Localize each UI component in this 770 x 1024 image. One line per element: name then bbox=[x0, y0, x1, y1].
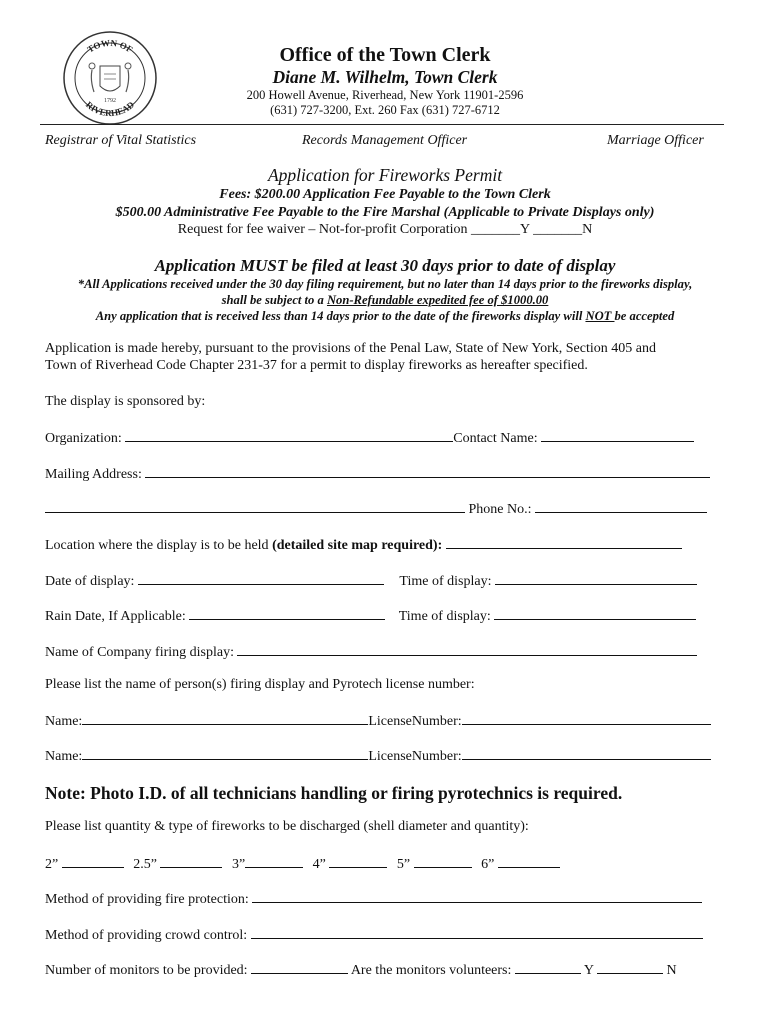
yes-label: Y bbox=[583, 963, 594, 978]
company-row bbox=[45, 643, 697, 661]
name-label: Name: bbox=[45, 749, 83, 764]
mailing-address-line-2-field[interactable] bbox=[45, 500, 465, 513]
svg-text:TOWN OF: TOWN OF bbox=[85, 37, 135, 55]
fire-protection-label: Method of providing fire protection: bbox=[45, 892, 249, 907]
phone-field[interactable] bbox=[535, 500, 707, 513]
volunteers-no-field[interactable] bbox=[597, 961, 663, 974]
company-field[interactable] bbox=[237, 643, 697, 656]
shell-quantity-field[interactable] bbox=[329, 855, 387, 868]
mailing-address-label: Mailing Address: bbox=[45, 467, 142, 482]
organization-row bbox=[45, 429, 694, 447]
monitors-label: Number of monitors to be provided: bbox=[45, 963, 248, 978]
late-filing-notice-2 bbox=[0, 293, 770, 308]
rain-date-field[interactable] bbox=[189, 607, 385, 620]
office-title: Office of the Town Clerk bbox=[279, 44, 491, 66]
crowd-control-row bbox=[45, 926, 703, 944]
technician-row-2 bbox=[45, 747, 711, 765]
fire-protection-row bbox=[45, 890, 702, 908]
shell-size-label: 6” bbox=[481, 857, 495, 872]
clerk-name: Diane M. Wilhelm, Town Clerk bbox=[272, 67, 498, 87]
shell-quantity-field[interactable] bbox=[245, 855, 303, 868]
organization-field[interactable] bbox=[125, 429, 453, 442]
company-label: Name of Company firing display: bbox=[45, 645, 234, 660]
shell-quantity-field[interactable] bbox=[498, 855, 560, 868]
no-label: N bbox=[666, 963, 677, 978]
technician-name-field[interactable] bbox=[82, 712, 368, 725]
photo-id-note: Note: Photo I.D. of all technicians handling or firing pyrotechnics is required. bbox=[45, 783, 623, 803]
location-row bbox=[45, 536, 682, 554]
phone-row bbox=[45, 500, 707, 518]
contact-name-field[interactable] bbox=[541, 429, 694, 442]
fees-line-2: $500.00 Administrative Fee Payable to the Fire Marshal (Applicable to Private Displays only) bbox=[115, 205, 655, 220]
phone-label: Phone No.: bbox=[468, 502, 532, 517]
clerk-address: 200 Howell Avenue, Riverhead, New York 11901-2596 bbox=[246, 88, 524, 102]
monitors-row bbox=[45, 961, 677, 979]
fee-waiver-line: Request for fee waiver – Not-for-profit Corporation _______Y _______N bbox=[177, 222, 593, 237]
shell-sizes-row bbox=[45, 855, 560, 873]
license-label: LicenseNumber: bbox=[368, 749, 462, 764]
contact-name-label: Contact Name: bbox=[453, 431, 538, 446]
role-registrar: Registrar of Vital Statistics bbox=[45, 133, 197, 148]
late-filing-notice-1: *All Applications received under the 30 day filing requirement, but no later than 14 days prior to the fireworks display, bbox=[77, 277, 693, 291]
shell-quantity-field[interactable] bbox=[62, 855, 124, 868]
location-field[interactable] bbox=[446, 536, 682, 549]
crowd-control-label: Method of providing crowd control: bbox=[45, 928, 248, 943]
filing-deadline-heading: Application MUST be filed at least 30 days prior to date of display bbox=[154, 256, 616, 275]
persons-prompt: Please list the name of person(s) firing display and Pyrotech license number: bbox=[45, 677, 475, 692]
notice-text: Any application that is received less than 14 days prior to the date of the fireworks display will bbox=[95, 309, 586, 323]
license-number-field[interactable] bbox=[462, 747, 711, 760]
rain-date-row bbox=[45, 607, 696, 625]
svg-text:RIVERHEAD: RIVERHEAD bbox=[83, 99, 137, 119]
clerk-phone: (631) 727-3200, Ext. 260 Fax (631) 727-6712 bbox=[270, 103, 500, 117]
svg-text:1792: 1792 bbox=[104, 98, 116, 104]
shell-size-label: 3” bbox=[231, 857, 246, 872]
rain-time-field[interactable] bbox=[494, 607, 696, 620]
rain-date-label: Rain Date, If Applicable: bbox=[45, 609, 186, 624]
license-label: LicenseNumber: bbox=[368, 714, 462, 729]
sponsored-by-label: The display is sponsored by: bbox=[45, 394, 206, 409]
mailing-address-row bbox=[45, 465, 710, 483]
organization-label: Organization: bbox=[45, 431, 122, 446]
time-of-display-label: Time of display: bbox=[399, 574, 492, 589]
fees-line-1: Fees: $200.00 Application Fee Payable to the Town Clerk bbox=[219, 187, 551, 202]
not-emphasis: NOT bbox=[585, 309, 615, 323]
shell-size-label: 2” bbox=[45, 857, 59, 872]
name-label: Name: bbox=[45, 714, 83, 729]
technician-row-1 bbox=[45, 712, 711, 730]
date-row bbox=[45, 572, 697, 590]
shell-size-label: 2.5” bbox=[133, 857, 157, 872]
late-filing-notice-3 bbox=[0, 309, 770, 324]
date-of-display-label: Date of display: bbox=[45, 574, 135, 589]
expedited-fee-text: Non-Refundable expedited fee of $1000.00 bbox=[326, 293, 549, 307]
intro-paragraph-line-1: Application is made hereby, pursuant to the provisions of the Penal Law, State of New York, Section 405 and bbox=[45, 341, 656, 356]
role-marriage: Marriage Officer bbox=[607, 133, 704, 148]
technician-name-field[interactable] bbox=[82, 747, 368, 760]
notice-text: shall be subject to a bbox=[221, 293, 327, 307]
rain-time-label: Time of display: bbox=[398, 609, 491, 624]
crowd-control-field[interactable] bbox=[251, 926, 703, 939]
fireworks-prompt: Please list quantity & type of fireworks to be discharged (shell diameter and quantity): bbox=[45, 819, 529, 834]
volunteers-label: Are the monitors volunteers: bbox=[350, 963, 512, 978]
site-map-required-label: (detailed site map required): bbox=[272, 538, 443, 553]
mailing-address-field[interactable] bbox=[145, 465, 710, 478]
notice-text: be accepted bbox=[614, 309, 675, 323]
header-divider bbox=[40, 124, 724, 125]
form-title: Application for Fireworks Permit bbox=[267, 165, 503, 185]
monitors-count-field[interactable] bbox=[251, 961, 348, 974]
shell-size-label: 4” bbox=[312, 857, 326, 872]
volunteers-yes-field[interactable] bbox=[515, 961, 581, 974]
location-label: Location where the display is to be held bbox=[45, 538, 273, 553]
role-records: Records Management Officer bbox=[302, 133, 468, 148]
shell-size-label: 5” bbox=[396, 857, 411, 872]
shell-quantity-field[interactable] bbox=[414, 855, 472, 868]
fire-protection-field[interactable] bbox=[252, 890, 702, 903]
date-of-display-field[interactable] bbox=[138, 572, 384, 585]
intro-paragraph-line-2: Town of Riverhead Code Chapter 231-37 for a permit to display fireworks as hereafter specified. bbox=[45, 358, 588, 373]
time-of-display-field[interactable] bbox=[495, 572, 697, 585]
license-number-field[interactable] bbox=[462, 712, 711, 725]
shell-quantity-field[interactable] bbox=[160, 855, 222, 868]
